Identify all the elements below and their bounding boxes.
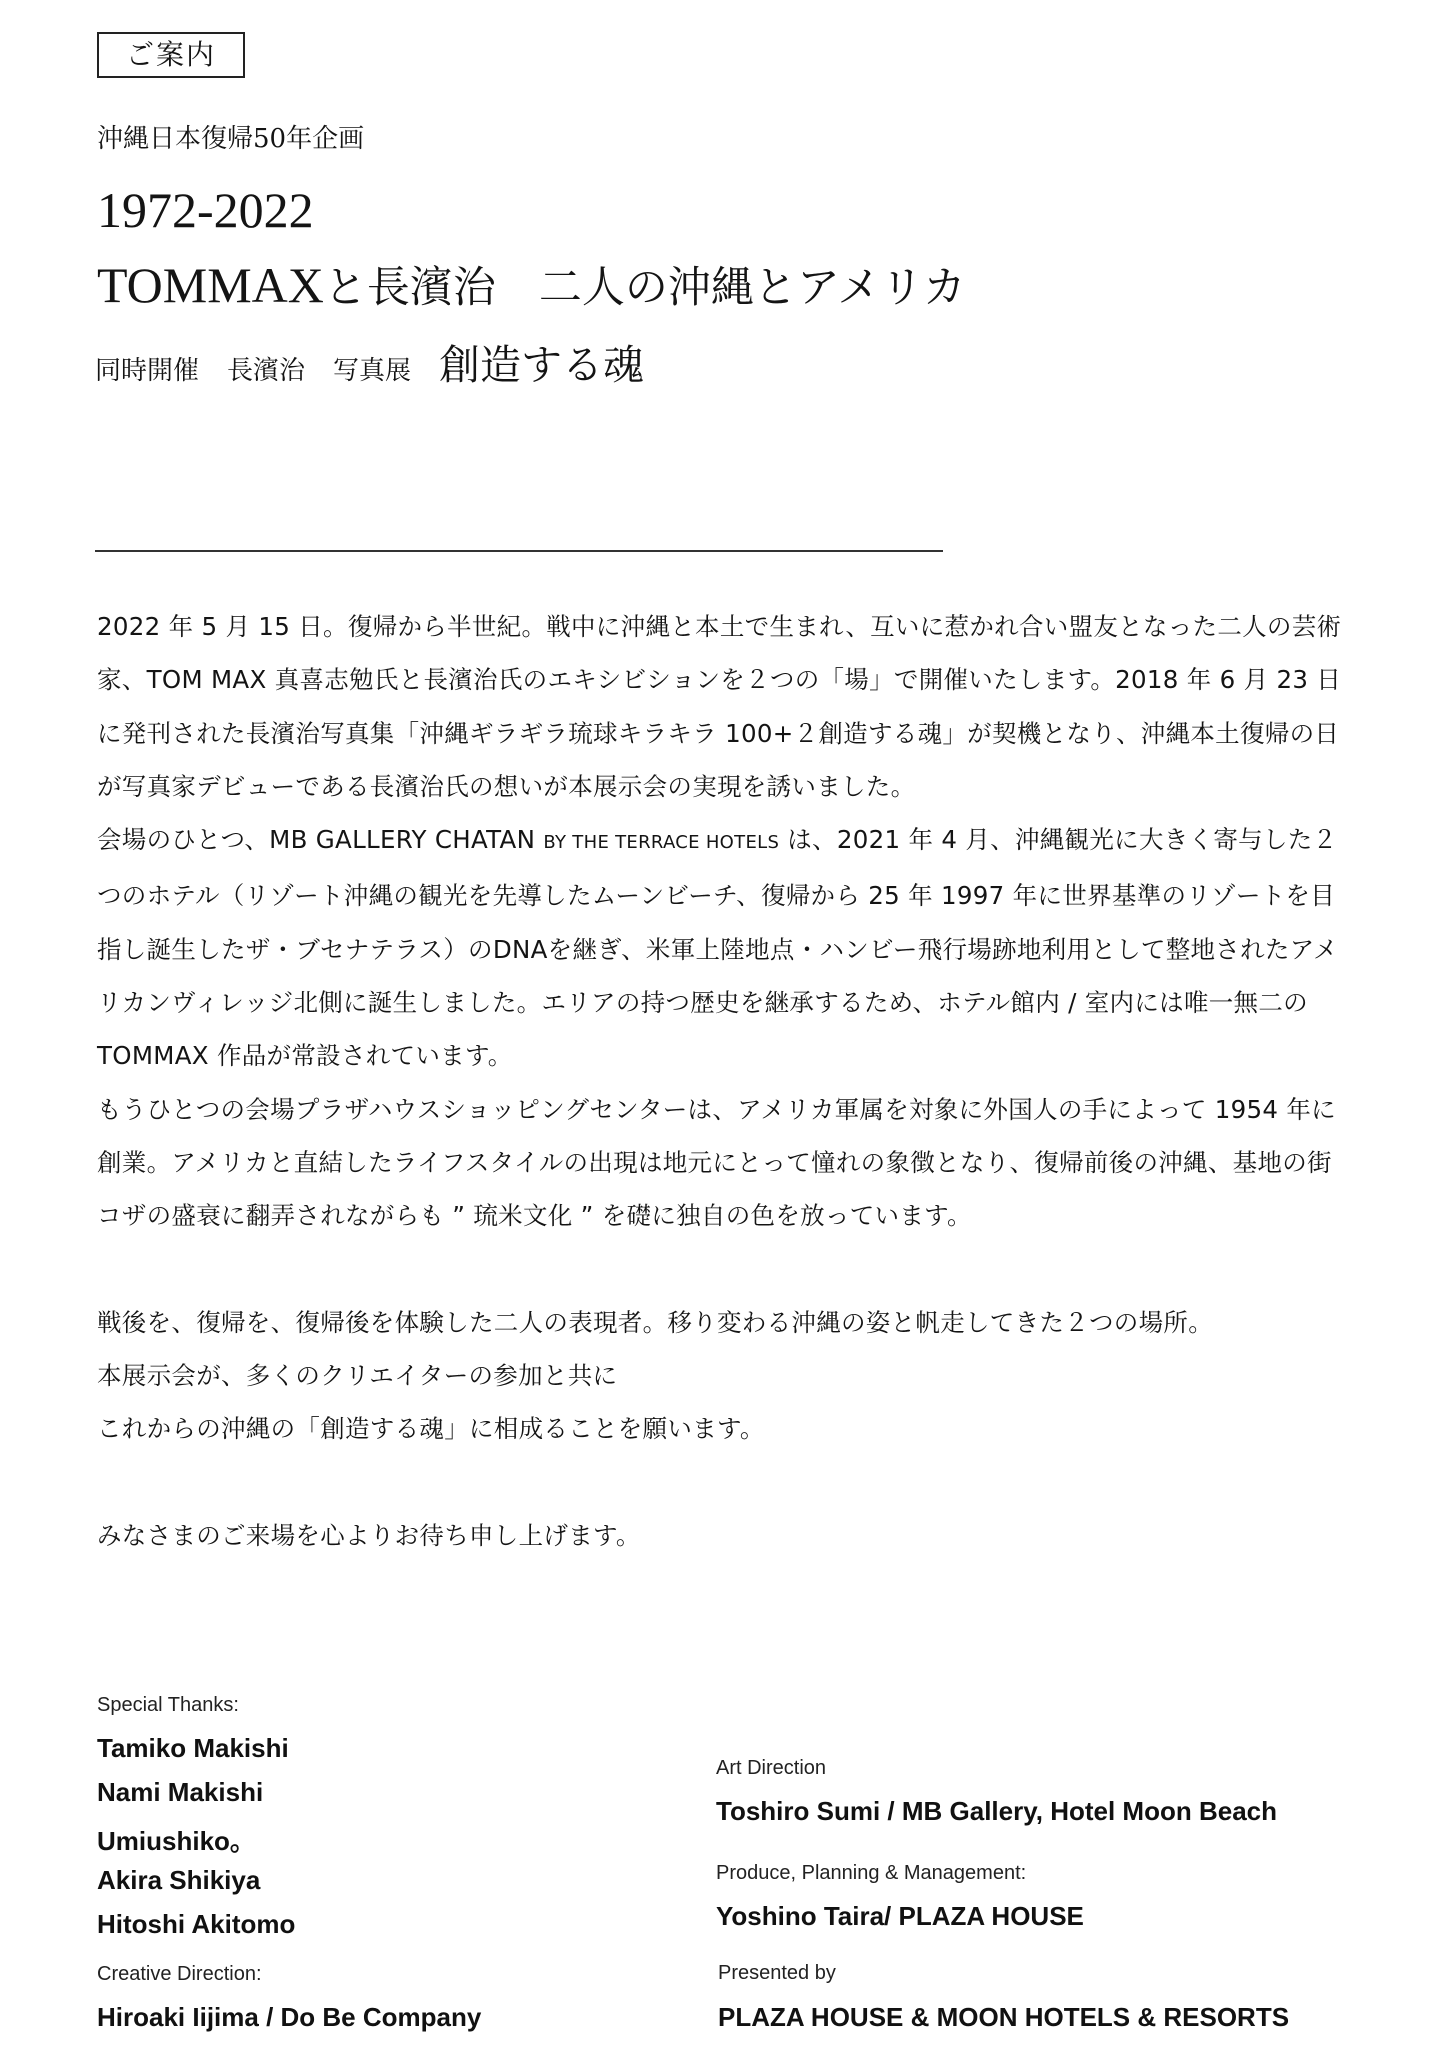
special-thanks-name: Akira Shikiya	[97, 1865, 261, 1895]
special-thanks-name: Umiushiko。	[97, 1826, 256, 1856]
subtitle-photo-exhibit: 写真展	[333, 356, 412, 386]
creative-direction-label: Creative Direction:	[97, 1963, 262, 1985]
special-thanks-label: Special Thanks:	[97, 1694, 239, 1716]
paragraph-intro: 2022 年 5 月 15 日。復帰から半世紀。戦中に沖縄と本土で生まれ、互いに惹かれ合い盟友となった二人の芸術家、TOM MAX 真喜志勉氏と長濱治氏のエキシビションを２つの「場」で開催いたします。2018 年 6 月 23 日に発刊された長濱治写真集「沖縄ギラギラ琉球キラキラ 100+２創造する魂」が契機となり、沖縄本土復帰の日が写真家デビューである長濱治氏の想いが本展示会の実現を誘いました。	[97, 612, 1342, 801]
subtitle-photographer: 長濱治	[227, 356, 306, 386]
title-years: 1972-2022	[97, 182, 314, 238]
produce-label: Produce, Planning & Management:	[716, 1862, 1027, 1884]
paragraph-mb-gallery	[97, 813, 1351, 1082]
paragraph-mb-gallery-b: は、2021 年 4 月、沖縄観光に大きく寄与した２つのホテル（リゾート沖縄の観光を先導したムーンビーチ、復帰から 25 年 1997 年に世界基準のリゾートを目指し誕生したザ・ブセナテラス）のDNAを継ぎ、米軍上陸地点・ハンビー飛行場跡地利用として整地されたアメリカンヴィレッジ北側に誕生しました。エリアの持つ歴史を継承するため、ホテル館内 / 室内には唯一無二の TOMMAX 作品が常設されています。	[97, 825, 1338, 1071]
notice-badge: ご案内	[97, 32, 245, 78]
produce-name: Yoshino Taira/ PLAZA HOUSE	[716, 1901, 1084, 1931]
presented-by-label: Presented by	[718, 1962, 836, 1984]
subtitle-emphasis: 創造する魂	[439, 341, 645, 389]
title-artist-name: TOMMAX	[97, 257, 324, 313]
special-thanks-name: Nami Makishi	[97, 1777, 264, 1807]
art-direction-label: Art Direction	[716, 1757, 827, 1779]
closing-line-1: 戦後を、復帰を、復帰後を体験した二人の表現者。移り変わる沖縄の姿と帆走してきた２つの場所。	[97, 1307, 1213, 1337]
closing-line-2: 本展示会が、多くのクリエイターの参加と共に	[97, 1361, 618, 1391]
concurrent-exhibition	[95, 337, 644, 399]
announcement-body	[97, 600, 1351, 1562]
closing-line-3: これからの沖縄の「創造する魂」に相成ることを願います。	[97, 1414, 765, 1444]
project-kicker: 沖縄日本復帰50年企画	[97, 124, 365, 154]
presented-by-name: PLAZA HOUSE & MOON HOTELS & RESORTS	[718, 2002, 1290, 2032]
special-thanks-name: Hitoshi Akitomo	[97, 1909, 296, 1939]
title-rest: と長濱治 二人の沖縄とアメリカ	[323, 263, 966, 313]
paragraph-mb-gallery-a: 会場のひとつ、MB GALLERY CHATAN	[97, 825, 544, 855]
subtitle-concurrent: 同時開催	[95, 356, 200, 386]
exhibition-title	[97, 255, 966, 318]
hotel-brand-tagline: BY THE TERRACE HOTELS	[543, 832, 780, 854]
creative-direction-name: Hiroaki Iijima / Do Be Company	[97, 2002, 482, 2032]
invitation-line: みなさまのご来場を心よりお待ち申し上げます。	[97, 1521, 641, 1551]
art-direction-name: Toshiro Sumi / MB Gallery, Hotel Moon Beach	[716, 1796, 1277, 1826]
paragraph-plaza-house: もうひとつの会場プラザハウスショッピングセンターは、アメリカ軍属を対象に外国人の手によって 1954 年に創業。アメリカと直結したライフスタイルの出現は地元にとって憧れの象徴となり、復帰前後の沖縄、基地の街コザの盛衰に翻弄されながらも ” 琉米文化 ” を礎に独自の色を放っています。	[97, 1094, 1336, 1231]
divider	[95, 550, 943, 552]
special-thanks-name: Tamiko Makishi	[97, 1733, 289, 1763]
